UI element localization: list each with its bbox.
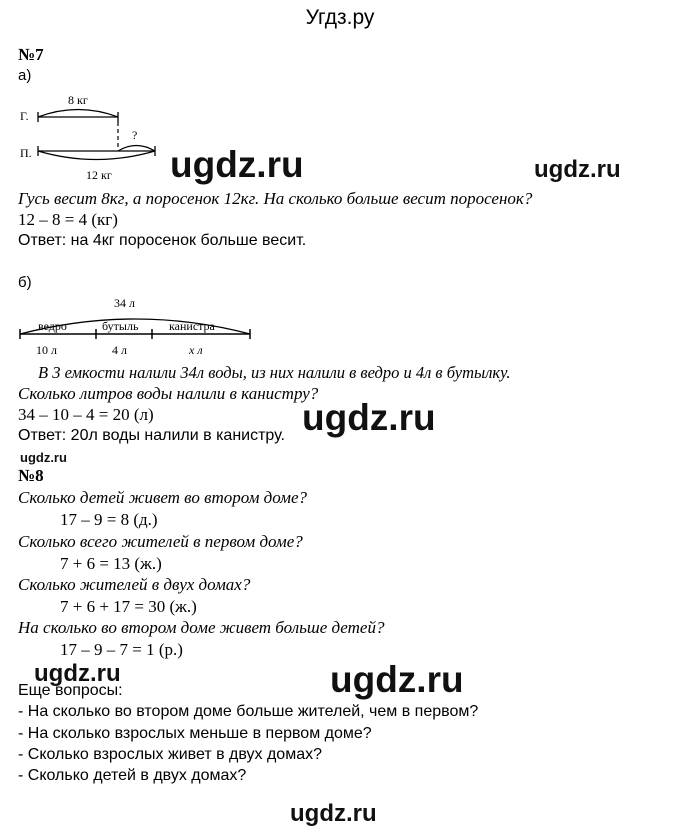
- goose-arc: [38, 110, 118, 118]
- watermark-6: ugdz.ru: [330, 659, 464, 700]
- part-b-problem-line2: Сколько литров воды налили в канистру?: [18, 384, 319, 403]
- watermark-5: ugdz.ru: [34, 660, 121, 687]
- more-question-3: - Сколько взрослых живет в двух домах?: [18, 746, 322, 763]
- goose-pig-diagram: [14, 88, 174, 184]
- more-question-1: - На сколько во втором доме больше жителей, чем в первом?: [18, 703, 479, 720]
- task8-calc-2: 7 + 6 = 13 (ж.): [60, 554, 162, 573]
- bucket-value: 10 л: [36, 343, 57, 357]
- task-8-number: №8: [18, 466, 44, 485]
- top-value: 8 кг: [68, 93, 88, 107]
- part-b-label: б): [18, 274, 32, 291]
- bucket-label: ведро: [38, 319, 67, 333]
- total-value: 34 л: [114, 296, 135, 310]
- water-containers-diagram: [14, 294, 260, 360]
- task8-calc-4: 17 – 9 – 7 = 1 (р.): [60, 640, 183, 659]
- part-a-problem: Гусь весит 8кг, а поросенок 12кг. На сколько больше весит поросенок?: [18, 189, 533, 208]
- task8-calc-1: 17 – 9 = 8 (д.): [60, 510, 158, 529]
- bottom-value: 12 кг: [86, 168, 112, 182]
- watermark-1: ugdz.ru: [170, 144, 304, 185]
- watermark-3: ugdz.ru: [302, 397, 436, 438]
- canister-label: канистра: [169, 319, 215, 333]
- bottle-label: бутыль: [102, 319, 139, 333]
- question-mark: ?: [132, 128, 138, 142]
- canister-value: х л: [189, 343, 203, 357]
- row2-label: П.: [20, 146, 32, 160]
- more-question-2: - На сколько взрослых меньше в первом доме?: [18, 725, 372, 742]
- task8-question-1: Сколько детей живет во втором доме?: [18, 488, 308, 507]
- more-questions-heading: Еще вопросы:: [18, 682, 123, 699]
- site-title: Угдз.ру: [305, 6, 375, 29]
- row1-label: Г.: [20, 109, 29, 123]
- part-a-solution: 12 – 8 = 4 (кг): [18, 210, 118, 229]
- watermark-2: ugdz.ru: [534, 156, 621, 183]
- task8-question-2: Сколько всего жителей в первом доме?: [18, 532, 303, 551]
- part-a-label: а): [18, 67, 32, 84]
- part-a-answer: Ответ: на 4кг поросенок больше весит.: [18, 232, 307, 249]
- watermark-4: ugdz.ru: [20, 450, 67, 465]
- task8-calc-3: 7 + 6 + 17 = 30 (ж.): [60, 597, 197, 616]
- bottle-value: 4 л: [112, 343, 127, 357]
- part-b-answer: Ответ: 20л воды налили в канистру.: [18, 427, 285, 444]
- part-b-problem-line1: В 3 емкости налили 34л воды, из них налили в ведро и 4л в бутылку.: [38, 363, 511, 382]
- watermark-7: ugdz.ru: [290, 800, 377, 827]
- part-b-solution: 34 – 10 – 4 = 20 (л): [18, 405, 154, 424]
- difference-arc: [118, 146, 155, 152]
- more-question-4: - Сколько детей в двух домах?: [18, 767, 247, 784]
- pig-arc: [38, 151, 155, 160]
- task8-question-4: На сколько во втором доме живет больше детей?: [18, 618, 385, 637]
- task8-question-3: Сколько жителей в двух домах?: [18, 575, 251, 594]
- task-7-number: №7: [18, 45, 44, 64]
